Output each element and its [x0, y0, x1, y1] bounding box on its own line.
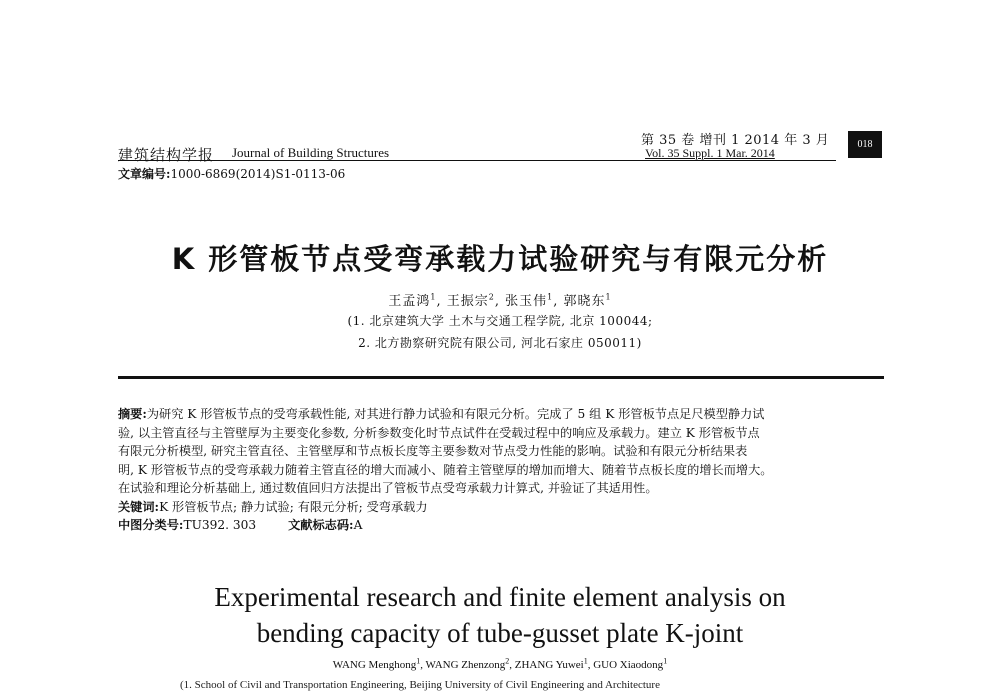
keywords-label: 关键词: [118, 499, 160, 514]
author-affil-mark: 1 [416, 656, 421, 666]
authors-cn: 王孟鸿$^1$, 王振宗$^2$, 张玉伟$^1$, 郭晓东$^1$ [388, 292, 612, 309]
issue-info-en: Vol. 35 Suppl. 1 Mar. 2014 [645, 146, 775, 160]
abstract-line [118, 405, 884, 424]
author-name: 王振宗 [446, 294, 489, 309]
article-number-label: 文章编号: [118, 167, 171, 181]
article-number [118, 165, 345, 182]
paper-title-en-line-1: Experimental research and finite element analysis on [214, 582, 786, 612]
author-name: 郭晓东 [563, 294, 606, 309]
abstract-line: 明, K 形管板节点的受弯承载力随着主管直径的增大而减小、随着主管壁厚的增加而增大、随着节点板长度的增长而增大。 [118, 462, 773, 477]
classification-line [118, 516, 884, 535]
author-name-en: WANG Menghong [332, 659, 417, 671]
affiliation-cn-2: 2. 北方勘察研究院有限公司, 河北石家庄 050011) [358, 336, 642, 350]
author-name: 王孟鸿 [388, 294, 431, 309]
page-number-badge: 018 [848, 131, 882, 158]
article-number-value: 1000-6869(2014)S1-0113-06 [170, 167, 346, 181]
author-affil-mark: 1 [605, 292, 612, 302]
abstract-label: 摘要: [118, 407, 147, 421]
clc-value: TU392. 303 [183, 518, 257, 532]
author-affil-mark: 1 [547, 292, 554, 302]
paper-title-en-line-2: bending capacity of tube-gusset plate K-joint [256, 618, 744, 648]
abstract-block [118, 405, 884, 535]
header-rule [118, 160, 836, 161]
abstract-line: 有限元分析模型, 研究主管直径、主管壁厚和节点板长度等主要参数对节点受力性能的影响。试验和有限元分析结果表 [118, 444, 748, 458]
abstract-line: 验, 以主管直径与主管壁厚为主要变化参数, 分析参数变化时节点试件在受载过程中的响应及承载力。建立 K 形管板节点 [118, 425, 760, 440]
issue-info-cn: 第 35 卷 增刊 1 2014 年 3 月 [641, 133, 830, 148]
keywords-text: K 形管板节点; 静力试验; 有限元分析; 受弯承载力 [159, 499, 428, 514]
author-name: 张玉伟 [505, 294, 548, 309]
journal-name-en: Journal of Building Structures [232, 145, 390, 160]
author-name-en: WANG Zhenzong [425, 659, 506, 671]
author-affil-mark: 1 [430, 292, 437, 302]
doc-code-value: A [353, 518, 363, 532]
affiliation-cn-1: (1. 北京建筑大学 土木与交通工程学院, 北京 100044; [347, 314, 653, 328]
author-affil-mark: 1 [583, 656, 588, 666]
authors-en: WANG Menghong$^1$, WANG Zhenzong$^2$, ZHANG Yuwei$^1$, GUO Xiaodong$^1$ [332, 656, 668, 671]
paper-title-cn: K 形管板节点受弯承载力试验研究与有限元分析 [171, 242, 829, 276]
author-affil-mark: 2 [488, 292, 495, 302]
author-affil-mark: 1 [663, 656, 668, 666]
journal-name-cn: 建筑结构学报 [118, 146, 215, 164]
section-divider [118, 376, 884, 379]
doc-code-label: 文献标志码: [288, 518, 354, 532]
clc-label: 中图分类号: [118, 518, 184, 532]
author-name-en: ZHANG Yuwei [514, 659, 584, 671]
author-name-en: GUO Xiaodong [593, 659, 664, 671]
keywords-line [118, 498, 884, 517]
abstract-line: 在试验和理论分析基础上, 通过数值回归方法提出了管板节点受弯承载力计算式, 并验证了其适用性。 [118, 481, 658, 495]
abstract-text: 为研究 K 形管板节点的受弯承载性能, 对其进行静力试验和有限元分析。完成了 5 组 K 形管板节点足尺模型静力试 [146, 407, 765, 421]
affiliation-en-partial: (1. School of Civil and Transportation Engineering, Beijing University of Civil Engineering and Architecture [180, 679, 660, 691]
author-affil-mark: 2 [505, 656, 510, 666]
